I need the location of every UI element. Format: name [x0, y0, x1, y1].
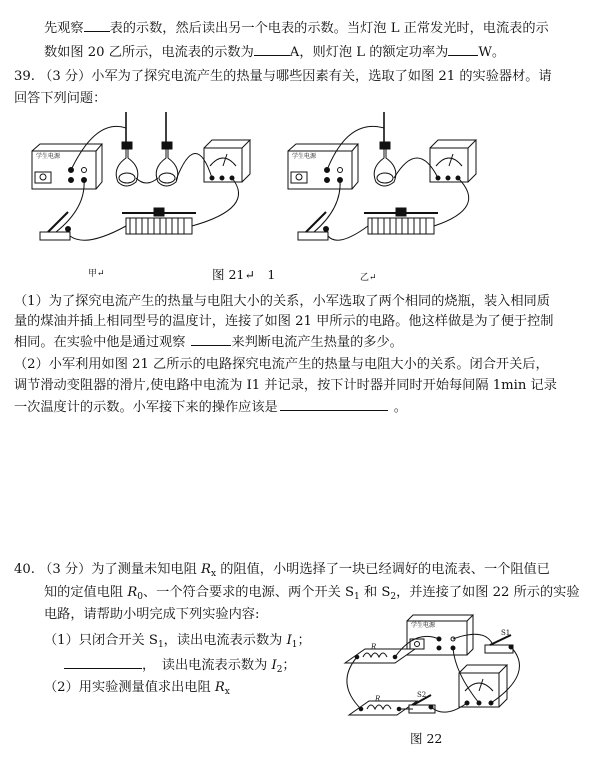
text: 的阻值，小明选择了一块已经调好的电流表、一个阻值已 — [216, 562, 550, 577]
text: A，则灯泡 L 的额定功率为 — [289, 45, 449, 60]
answer-blank[interactable] — [64, 656, 142, 669]
answer-blank[interactable] — [280, 398, 388, 411]
figure-22 — [335, 613, 560, 728]
q39-p2-line-3 — [14, 398, 407, 416]
fig21-label-yi: 乙↵ — [360, 273, 377, 283]
answer-blank[interactable] — [448, 43, 478, 56]
fig21-caption: 图 21↵ 1 — [212, 267, 276, 282]
text: 先观察 — [44, 21, 84, 36]
device-label: 学生电源 — [292, 153, 317, 160]
q39-p2-line-2: 调节滑动变阻器的滑片,使电路中电流为 I1 并记录，按下计时器并同时开始每间隔 1min 记录 — [14, 378, 557, 393]
q39-header-2: 回答下列问题： — [14, 91, 107, 106]
text: 和 S — [359, 585, 391, 600]
q38-line-2 — [44, 43, 505, 61]
text: 表的示数，然后读出另一个电表的示数。当灯泡 L 正常发光时，电流表的示 — [109, 21, 549, 36]
switch-S1-label: S1 — [501, 629, 511, 637]
symbol-R: R — [127, 585, 138, 600]
q39-p1-line-1: （1）为了探究电流产生的热量与电阻大小的关系，小军选取了两个相同的烧瓶，装入相同质 — [14, 294, 550, 309]
q39-p2-line-1: （2）小军利用如图 21 乙所示的电路探究电流产生的热量与电阻大小的关系。闭合开关后， — [14, 357, 549, 372]
figure-21-yi — [288, 108, 538, 258]
text: ； — [297, 633, 311, 648]
text: 来判断电流产生热量的多少。 — [231, 335, 403, 350]
subscript: 1 — [157, 640, 164, 650]
text: 、一个符合要求的电源、两个开关 S — [143, 585, 355, 600]
q40-step-2 — [44, 679, 230, 701]
text: 相同。在实验中他是通过观察 — [14, 335, 186, 350]
subscript: 0 — [137, 592, 143, 602]
text: ，并连接了如图 22 所示的实验 — [396, 585, 580, 600]
device-label: 学生电源 — [36, 153, 61, 160]
subscript: x — [210, 569, 217, 579]
symbol-I: I — [271, 658, 277, 673]
subscript: 2 — [276, 665, 283, 675]
symbol-R: R — [201, 562, 211, 577]
subscript: 1 — [354, 592, 360, 602]
text: ； — [282, 658, 296, 673]
answer-blank[interactable] — [84, 19, 110, 32]
subscript: 1 — [291, 640, 298, 650]
text: ，读出电流表示数为 — [163, 633, 287, 648]
text: ， 读出电流表示数为 — [142, 658, 272, 673]
symbol-R: R — [214, 680, 225, 695]
q40-line-1 — [14, 561, 550, 583]
q40-line-3: 电路，请帮助小明完成下列实验内容: — [44, 607, 260, 622]
text: 。 — [393, 400, 407, 415]
answer-blank[interactable] — [254, 43, 290, 56]
device-label: 学生电源 — [411, 622, 436, 629]
fig21-label-jia: 甲↵ — [88, 269, 105, 279]
text: 知的定值电阻 — [44, 585, 128, 600]
subscript: x — [224, 687, 230, 697]
q40-step-1 — [44, 632, 311, 654]
text: （1）只闭合开关 S — [44, 633, 158, 648]
symbol-I: I — [286, 633, 292, 648]
q38-line-1 — [44, 19, 549, 37]
answer-blank[interactable] — [191, 333, 231, 346]
figure-21-jia — [26, 108, 286, 258]
q39-p1-line-2: 量的煤油并插上相同型号的温度计，连接了如图 21 甲所示的电路。他这样做是为了便于控制 — [14, 314, 554, 329]
subscript: 2 — [390, 592, 397, 602]
resistor-label: R — [371, 643, 377, 651]
text: 数如图 20 乙所示，电流表的示数为 — [44, 45, 254, 60]
resistor-label: R — [375, 695, 381, 703]
q39-p1-line-3 — [14, 333, 403, 351]
fig22-caption: 图 22 — [410, 731, 443, 746]
q39-header: 39. （3 分）小军为了探究电流产生的热量与哪些因素有关，选取了如图 21 的实验器材。请 — [14, 69, 552, 84]
q40-line-2 — [44, 584, 580, 606]
q40-step-1b — [64, 656, 296, 679]
text: （2）用实验测量值求出电阻 — [44, 680, 215, 695]
text: W。 — [478, 45, 506, 60]
text: 一次温度计的示数。小军接下来的操作应该是 — [14, 400, 278, 415]
switch-S2-label: S2 — [417, 691, 427, 699]
text: 40. （3 分）为了测量未知电阻 — [14, 562, 202, 577]
